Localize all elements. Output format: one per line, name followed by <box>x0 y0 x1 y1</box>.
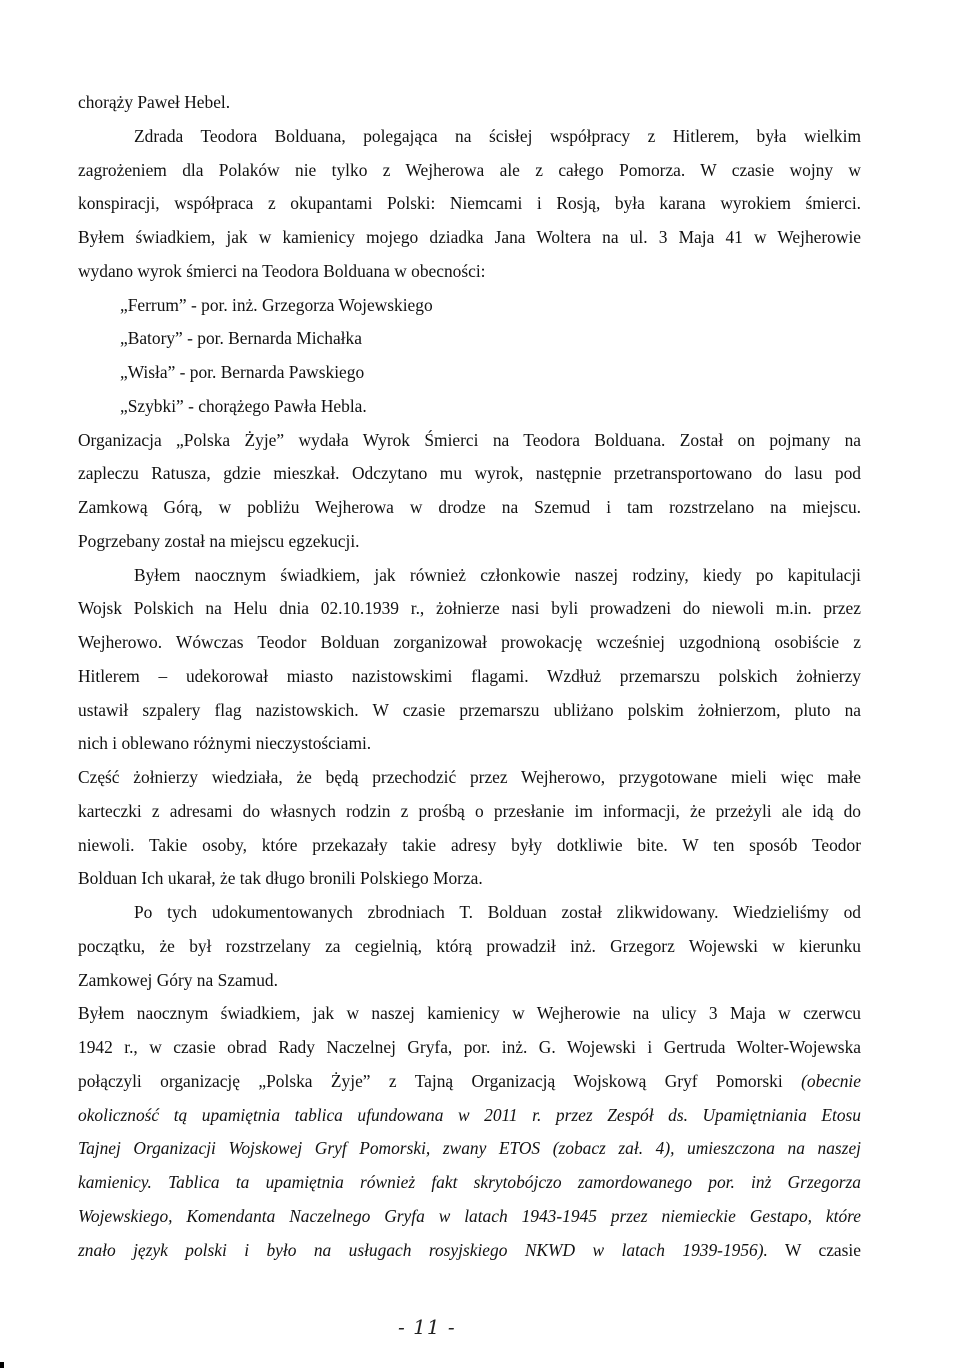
document-page <box>78 86 861 1267</box>
text-line: okoliczność tą upamiętnia tablica ufundowana w 2011 r. przez Zespół ds. Upamiętniania Etosu <box>78 1104 861 1125</box>
text-line: zagrożeniem dla Polaków nie tylko z Wejherowa ale z całego Pomorza. W czasie wojny w <box>78 159 861 180</box>
text-line: nich i oblewano różnymi nieczystościami. <box>78 733 372 754</box>
text-line: Byłem naocznym świadkiem, jak w naszej kamienicy w Wejherowie na ulicy 3 Maja w czerwcu <box>78 1003 861 1024</box>
text-line: Byłem świadkiem, jak w kamienicy mojego dziadka Jana Woltera na ul. 3 Maja 41 w Wejherowie <box>78 227 861 247</box>
italic-fragment: znało język polski i było na usługach rosyjskiego NKWD w latach 1939-1956). <box>78 1239 768 1260</box>
text-line: Tajnej Organizacji Wojskowej Gryf Pomorski, zwany ETOS (zobacz zał. 4), umieszczona na naszej <box>78 1138 861 1159</box>
text-line: konspiracji, współpraca z okupantami Polski: Niemcami i Rosją, była karana wyrokiem śmierci. <box>78 193 861 214</box>
italic-fragment: (obecnie <box>801 1070 861 1091</box>
text-line: Zamkowej Góry na Szamud. <box>78 969 278 990</box>
text-line: karteczki z adresami do własnych rodzin z prośbą o przesłanie im informacji, że przeżyli ale idą do <box>78 800 861 821</box>
text-line: Wojewskiego, Komendanta Naczelnego Gryfa w latach 1943-1945 przez niemieckie Gestapo, które <box>78 1205 861 1226</box>
text-line: niewoli. Takie osoby, które przekazały takie adresy były dotkliwie bite. W ten sposób Teodor <box>78 834 861 855</box>
list-item: „Ferrum” - por. inż. Grzegorza Wojewskiego <box>120 294 433 315</box>
text-line: początku, że był rozstrzelany za cegielnią, którą prowadził inż. Grzegorz Wojewski w kierunku <box>78 935 861 956</box>
text-line: 1942 r., w czasie obrad Rady Naczelnej Gryfa, por. inż. G. Wojewski i Gertruda Wolter-Wojewska <box>78 1037 861 1057</box>
text-line: ustawił szpalery flag nazistowskich. W czasie przemarszu ubliżano polskim żołnierzom, pluto na <box>78 699 861 720</box>
scan-mark <box>0 1362 4 1368</box>
text-line: Bolduan Ich ukarał, że tak długo bronili Polskiego Morza. <box>78 868 483 889</box>
page-number: - 11 - <box>398 1315 456 1339</box>
text-line: Zamkową Górą, w pobliżu Wejherowa w drodze na Szemud i tam rozstrzelano na miejscu. <box>78 497 861 517</box>
text-line: Byłem naocznym świadkiem, jak również członkowie naszej rodziny, kiedy po kapitulacji <box>134 564 861 585</box>
text-line: Część żołnierzy wiedziała, że będą przechodzić przez Wejherowo, przygotowane mieli więc małe <box>78 767 861 787</box>
text-line: Po tych udokumentowanych zbrodniach T. Bolduan został zlikwidowany. Wiedzieliśmy od <box>134 902 861 922</box>
text-line: kamienicy. Tablica ta upamiętnia również fakt skrytobójczo zamordowanego por. inż Grzegorza <box>78 1172 861 1192</box>
list-item: „Wisła” - por. Bernarda Pawskiego <box>120 362 365 382</box>
list-item: „Batory” - por. Bernarda Michałka <box>120 328 362 349</box>
text-line: Zdrada Teodora Bolduana, polegająca na ścisłej współpracy z Hitlerem, była wielkim <box>134 125 861 146</box>
list-item: „Szybki” - chorążego Pawła Hebla. <box>120 395 367 416</box>
text-line: Organizacja „Polska Żyje” wydała Wyrok Śmierci na Teodora Bolduana. Został on pojmany na <box>78 429 861 450</box>
text-line: Hitlerem – udekorował miasto nazistowskimi flagami. Wzdłuż przemarszu polskich żołnierzy <box>78 665 861 686</box>
text-line: chorąży Paweł Hebel. <box>78 92 231 112</box>
text-line: Wojsk Polskich na Helu dnia 02.10.1939 r., żołnierze nasi byli prowadzeni do niewoli m.in. przez <box>78 598 861 619</box>
text-line: zapleczu Ratusza, gdzie mieszkał. Odczytano mu wyrok, następnie przetransportowano do lasu pod <box>78 463 861 484</box>
text-line: znało język polski i było na usługach rosyjskiego NKWD w latach 1939-1956). W czasie <box>78 1239 861 1260</box>
text-line: wydano wyrok śmierci na Teodora Bolduana w obecności: <box>78 260 486 281</box>
text-line: Wejherowo. Wówczas Teodor Bolduan zorganizował prowokację wcześniej uzgodnioną osobiście z <box>78 632 861 652</box>
text-line: połączyli organizację „Polska Żyje” z Tajną Organizacją Wojskową Gryf Pomorski (obecnie <box>78 1070 861 1091</box>
text-line: Pogrzebany został na miejscu egzekucji. <box>78 530 360 551</box>
